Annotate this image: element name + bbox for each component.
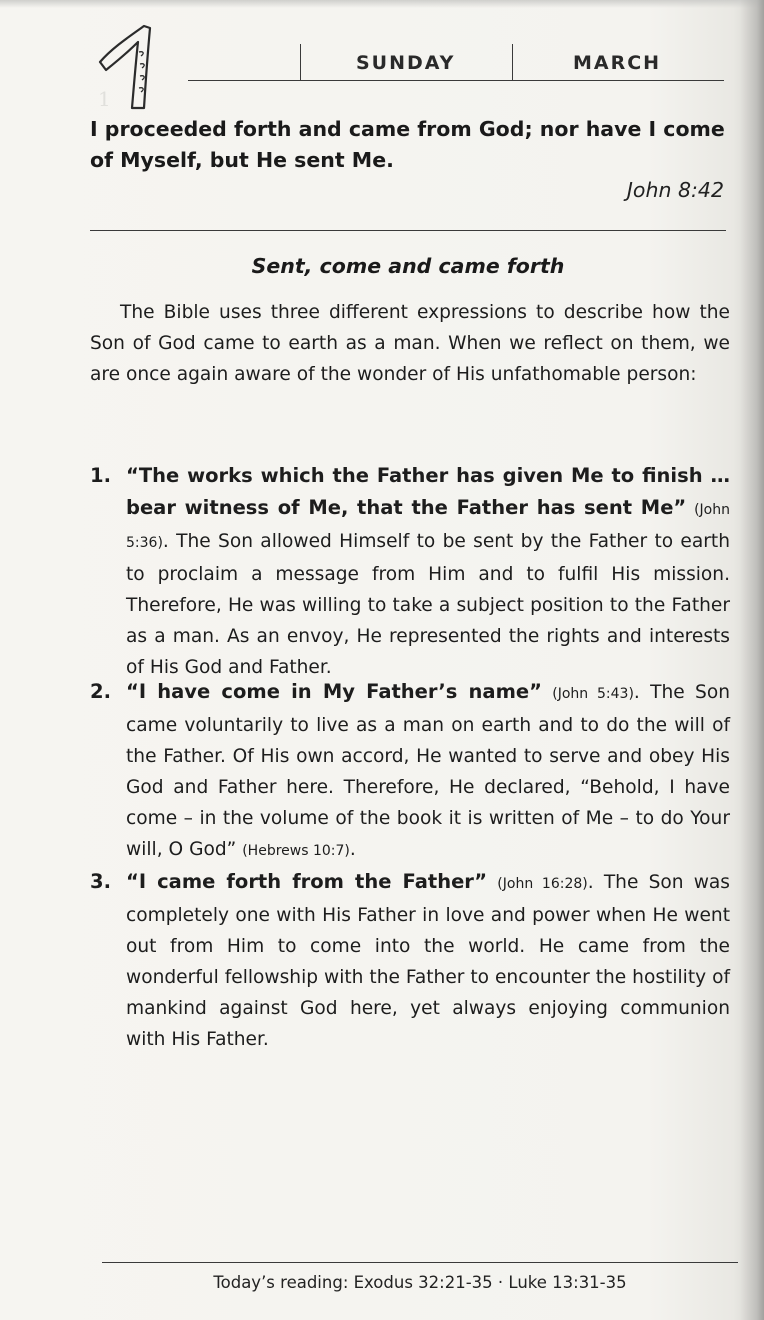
list-item-quote: “I have come in My Father’s name” — [126, 680, 542, 703]
verse-reference: John 8:42 — [626, 178, 724, 202]
list-item-text: . The Son came voluntarily to live as a man on earth and to do the will of the Father. Of His own accord, He wanted to serve and obey His God and Father here. Therefore, He declared, “Behold, I have come – in the volume of the book it is written of Me – to do Your will, O God” — [126, 682, 730, 860]
verse-rule — [90, 230, 726, 231]
list-item-text: . The Son allowed Himself to be sent by the Father to earth to proclaim a message from Him and to fulfil His mission. Therefore, He was willing to take a subject position to the Father as a man. As an envoy, He represented the rights and interests of His God and Father. — [126, 531, 730, 678]
list-item-quote: “The works which the Father has given Me to finish … bear witness of Me, that the Father has sent Me” — [126, 464, 730, 519]
todays-reading: Today’s reading: Exodus 32:21-35 · Luke 13:31-35 — [213, 1273, 627, 1292]
list-item-reference: (John 16:28) — [497, 876, 588, 892]
list-item-reference: (John 5:43) — [552, 686, 634, 702]
list-item-quote: “I came forth from the Father” — [126, 870, 488, 893]
header-divider-left — [300, 44, 301, 80]
list-item-text: . The Son was completely one with His Father in love and power when He went out from Him to come into the world. He came from the wonderful fellowship with the Father to encounter the hostility of mankind against God here, yet always enjoying communion with His Father. — [126, 872, 730, 1050]
list-item-number: 2. — [90, 680, 111, 703]
month-label: MARCH — [573, 52, 662, 74]
list-item-tail: . — [349, 839, 356, 860]
list-item — [90, 460, 730, 683]
footer-rule — [102, 1262, 738, 1263]
page-top-edge — [0, 0, 764, 8]
list-item-number: 1. — [90, 464, 111, 487]
header-rule — [188, 80, 724, 81]
devotion-title: Sent, come and came forth — [251, 254, 565, 278]
list-item-reference-2: (Hebrews 10:7) — [242, 843, 350, 859]
devotion-intro: The Bible uses three different expressions to describe how the Son of God came to earth as a man. When we reflect on them, we are once again aware of the wonder of His unfathomable person: — [90, 302, 730, 385]
header-divider-right — [512, 44, 513, 80]
day-number: 1 — [98, 87, 111, 111]
day-number-glyph — [92, 22, 192, 112]
list-item-reference: (John 5:36) — [126, 502, 730, 551]
spine-shadow — [740, 0, 764, 1320]
weekday-label: SUNDAY — [356, 52, 456, 74]
list-item — [90, 676, 730, 867]
list-item-number: 3. — [90, 870, 111, 893]
list-item — [90, 866, 730, 1055]
verse-text: I proceeded forth and came from God; nor have I come of Myself, but He sent Me. — [90, 117, 725, 172]
